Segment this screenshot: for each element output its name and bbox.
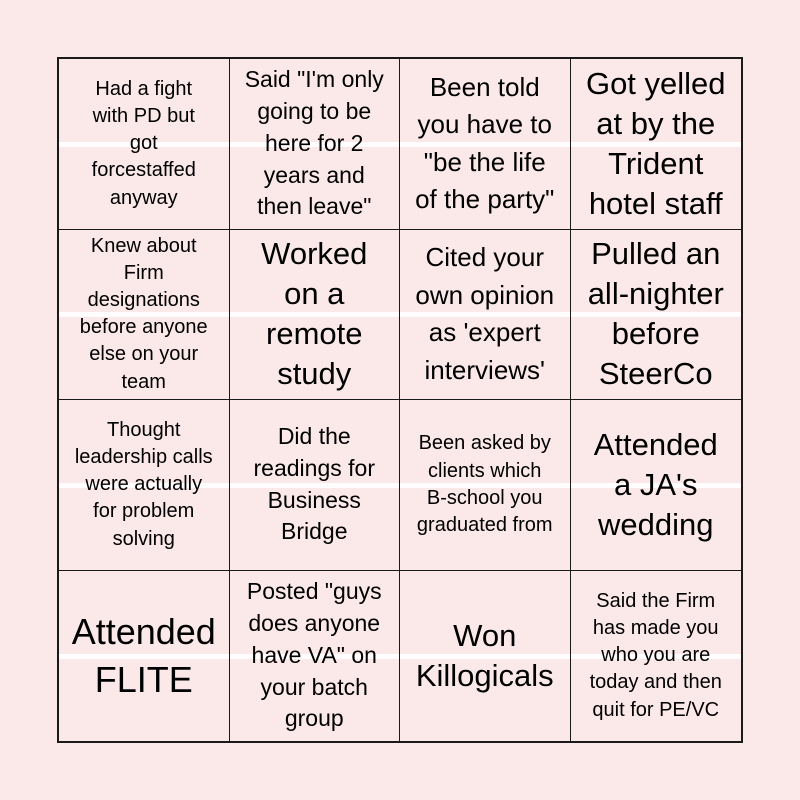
cell-label: Got yelled at by the Trident hotel staff: [585, 65, 726, 221]
bingo-cell[interactable]: [230, 571, 401, 742]
cell-label: Attended a JA's wedding: [593, 426, 718, 542]
cell-label: Attended FLITE: [71, 610, 216, 700]
bingo-board: [57, 57, 743, 743]
cell-label: Thought leadership calls were actually for problem solving: [74, 418, 213, 550]
cell-label: Worked on a remote study: [261, 236, 368, 392]
bingo-cell[interactable]: [230, 59, 401, 230]
bingo-cell[interactable]: [400, 400, 571, 571]
bingo-cell[interactable]: [571, 400, 742, 571]
cell-label: Knew about Firm designations before anyone else on your team: [79, 234, 208, 393]
cell-label: Pulled an all-nighter before SteerCo: [587, 236, 724, 392]
cell-label: Been told you have to "be the life of the party": [415, 71, 555, 215]
cell-label: Said "I'm only going to be here for 2 years and then leave": [244, 66, 384, 220]
bingo-cell[interactable]: [59, 400, 230, 571]
cell-label: Said the Firm has made you who you are today and then quit for PE/VC: [589, 589, 722, 721]
bingo-cell[interactable]: [571, 59, 742, 230]
cell-label: Cited your own opinion as 'expert interviews': [415, 242, 555, 385]
bingo-cell[interactable]: [230, 230, 401, 401]
cell-label: Been asked by clients which B-school you graduated from: [416, 432, 553, 536]
bingo-cell[interactable]: [400, 571, 571, 742]
cell-label: Did the readings for Business Bridge: [253, 423, 375, 545]
bingo-cell[interactable]: [59, 571, 230, 742]
bingo-cell[interactable]: [59, 59, 230, 230]
bingo-cell[interactable]: [59, 230, 230, 401]
bingo-cell[interactable]: [571, 571, 742, 742]
cell-label: Won Killogicals: [415, 617, 554, 693]
bingo-cell[interactable]: [230, 400, 401, 571]
bingo-cell[interactable]: [400, 59, 571, 230]
bingo-cell[interactable]: [571, 230, 742, 401]
cell-label: Posted "guys does anyone have VA" on your batch group: [246, 578, 382, 732]
cell-label: Had a fight with PD but got forcestaffed anyway: [91, 77, 196, 209]
bingo-cell[interactable]: [400, 230, 571, 401]
